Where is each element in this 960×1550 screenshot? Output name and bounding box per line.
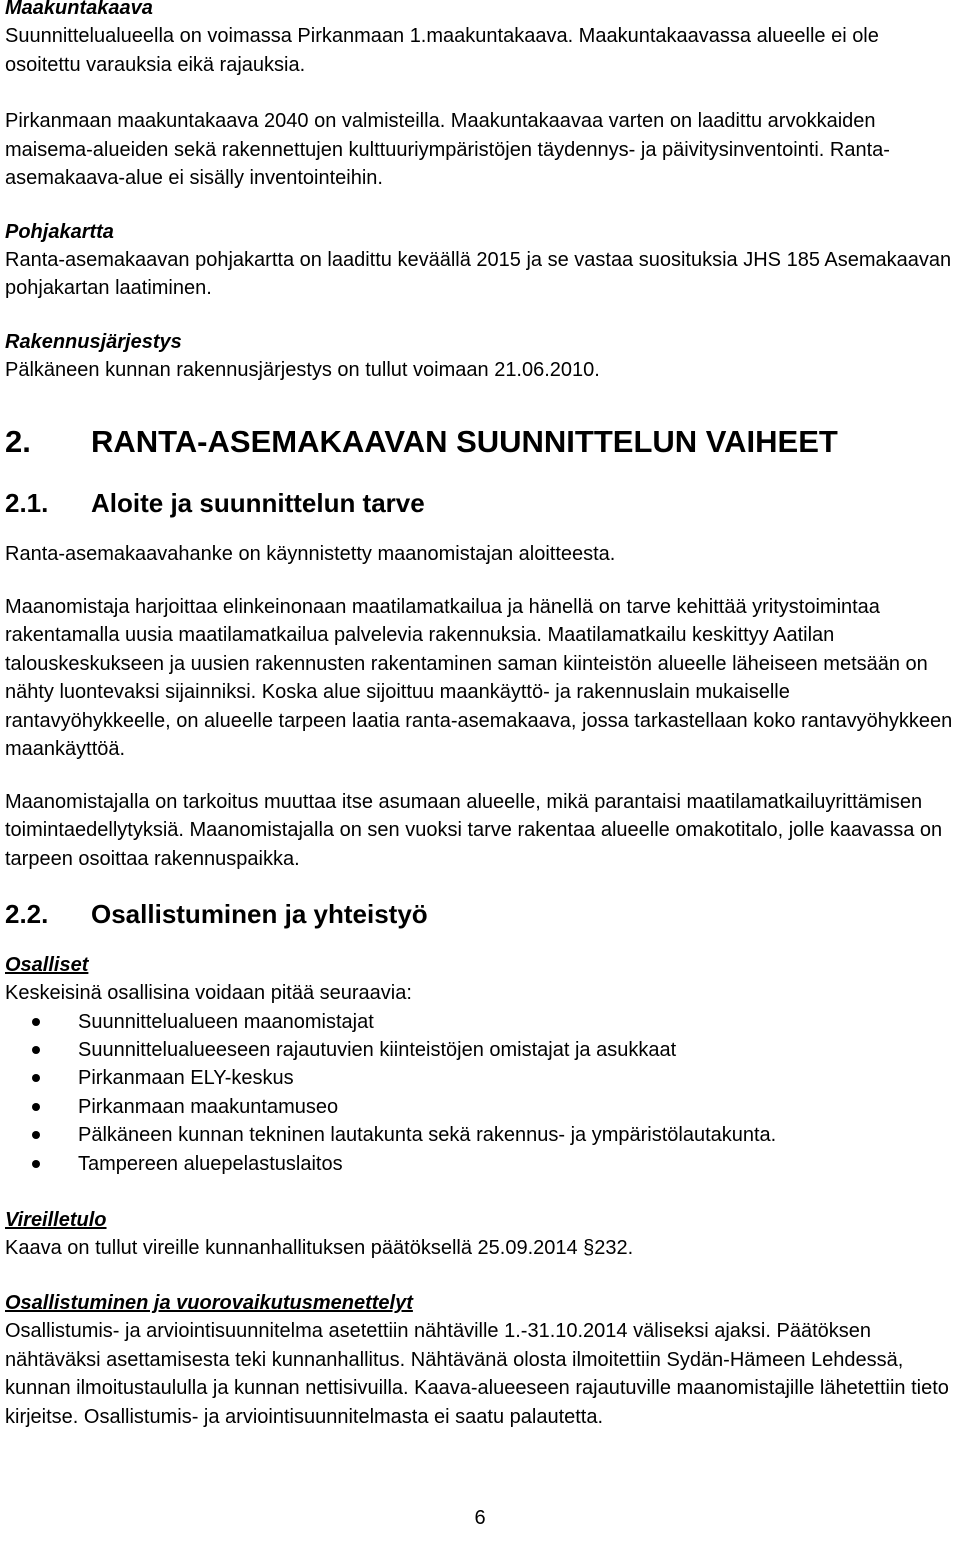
maakuntakaava-paragraph-2: Pirkanmaan maakuntakaava 2040 on valmisteilla. Maakuntakaavaa varten on laadittu arvokkaiden maisema-alueiden sekä rakennettujen kulttuuriympäristöjen täydennys- ja päivitysinventointi. Ranta-asemakaava-alue ei sisälly inventointeihin. — [5, 110, 890, 189]
vireilletulo-heading: Vireilletulo — [5, 1208, 107, 1231]
vuorovaikutus-text: Osallistumis- ja arviointisuunnitelma asetettiin nähtäville 1.-31.10.2014 väliseksi ajaksi. Päätöksen nähtäväksi asettamisesta teki kunnanhallitus. Nähtävänä olosta ilmoitettiin Sydän-Hämeen Lehdessä, kunnan ilmoitustaululla ja kunnan nettisivuilla. Kaava-alueeseen rajautuville maanomistajille lähetettiin tieto kirjeitse. Osallistumis- ja arviointisuunnitelmasta ei saatu palautetta. — [5, 1320, 949, 1428]
maakuntakaava-heading: Maakuntakaava — [5, 0, 153, 19]
bullet-icon — [32, 1074, 40, 1082]
section-2-2-heading — [5, 897, 953, 931]
osalliset-heading: Osalliset — [5, 954, 89, 976]
bullet-icon — [32, 1160, 40, 1168]
pohjakartta-heading: Pohjakartta — [5, 220, 114, 243]
rakennusjarjestys-section — [5, 328, 953, 385]
list-item — [5, 1150, 953, 1178]
list-item-text: Pälkäneen kunnan tekninen lautakunta sekä rakennus- ja ympäristölautakunta. — [78, 1124, 777, 1147]
maakuntakaava-section — [5, 0, 953, 193]
list-item-text: Suunnittelualueen maanomistajat — [78, 1010, 374, 1033]
maakuntakaava-paragraph-1: Suunnittelualueella on voimassa Pirkanmaan 1.maakuntakaava. Maakuntakaavassa alueelle ei ole osoitettu varauksia eikä rajauksia. — [5, 25, 879, 76]
page-number: 6 — [474, 1507, 486, 1529]
list-item-text: Tampereen aluepelastuslaitos — [78, 1152, 343, 1175]
pohjakartta-text: Ranta-asemakaavan pohjakartta on laadittu keväällä 2015 ja se vastaa suosituksia JHS 185 Asemakaavan pohjakartan laatiminen. — [5, 248, 952, 299]
section-2-number: 2. — [5, 424, 31, 459]
list-item-text: Pirkanmaan maakuntamuseo — [78, 1095, 339, 1118]
bullet-icon — [32, 1046, 40, 1054]
section-2-1-title: Aloite ja suunnittelun tarve — [91, 488, 425, 518]
section-2-1-paragraph-2: Maanomistaja harjoittaa elinkeinonaan maatilamatkailua ja hänellä on tarve kehittää yritystoimintaa rakentamalla uusia maatilamatkailua palvelevia rakennuksia. Maatilamatkailu keskittyy Aatilan talouskeskukseen ja uusien rakennusten rakentaminen saman kiinteistön alueelle läheiseen metsään on nähty luontevaksi sijainniksi. Koska alue sijoittuu maankäyttö- ja rakennuslain mukaiselle rantavyöhykkeelle, on alueelle tarpeen laatia ranta-asemakaava, jossa tarkastellaan koko rantavyöhykkeen maankäyttöä. — [5, 595, 953, 760]
section-2-1-heading — [5, 486, 953, 520]
vireilletulo-section — [5, 1206, 953, 1263]
section-2-2-title: Osallistuminen ja yhteistyö — [91, 899, 428, 929]
vuorovaikutus-section — [5, 1289, 953, 1431]
list-item — [5, 1036, 953, 1064]
list-item — [5, 1064, 953, 1092]
rakennusjarjestys-heading: Rakennusjärjestys — [5, 330, 182, 353]
bullet-icon — [32, 1103, 40, 1111]
osalliset-intro: Keskeisinä osallisina voidaan pitää seuraavia: — [5, 982, 412, 1004]
section-2-heading — [5, 422, 953, 462]
bullet-icon — [32, 1131, 40, 1139]
osalliset-section — [5, 951, 953, 1178]
vireilletulo-text: Kaava on tullut vireille kunnanhallituksen päätöksellä 25.09.2014 §232. — [5, 1236, 634, 1259]
section-2-1-number: 2.1. — [5, 488, 49, 518]
vuorovaikutus-heading: Osallistuminen ja vuorovaikutusmenettelyt — [5, 1292, 413, 1315]
bullet-icon — [32, 1018, 40, 1026]
pohjakartta-section — [5, 218, 953, 303]
rakennusjarjestys-text: Pälkäneen kunnan rakennusjärjestys on tullut voimaan 21.06.2010. — [5, 358, 600, 381]
list-item — [5, 1121, 953, 1149]
section-2-1-paragraph-3: Maanomistajalla on tarkoitus muuttaa itse asumaan alueelle, mikä parantaisi maatilamatkailuyrittämisen toimintaedellytyksiä. Maanomistajalla on sen vuoksi tarve rakentaa alueelle omakotitalo, jolle kaavassa on tarpeen osoittaa rakennuspaikka. — [5, 790, 943, 870]
list-item — [5, 1093, 953, 1121]
list-item-text: Pirkanmaan ELY-keskus — [78, 1067, 294, 1090]
section-2-title: RANTA-ASEMAKAAVAN SUUNNITTELUN VAIHEET — [91, 424, 838, 459]
document-page — [5, 0, 953, 1431]
list-item — [5, 1008, 953, 1036]
osalliset-list — [5, 1008, 953, 1178]
list-item-text: Suunnittelualueeseen rajautuvien kiinteistöjen omistajat ja asukkaat — [78, 1038, 677, 1061]
section-2-1-paragraph-1: Ranta-asemakaavahanke on käynnistetty maanomistajan aloitteesta. — [5, 543, 616, 565]
section-2-2-number: 2.2. — [5, 899, 49, 929]
